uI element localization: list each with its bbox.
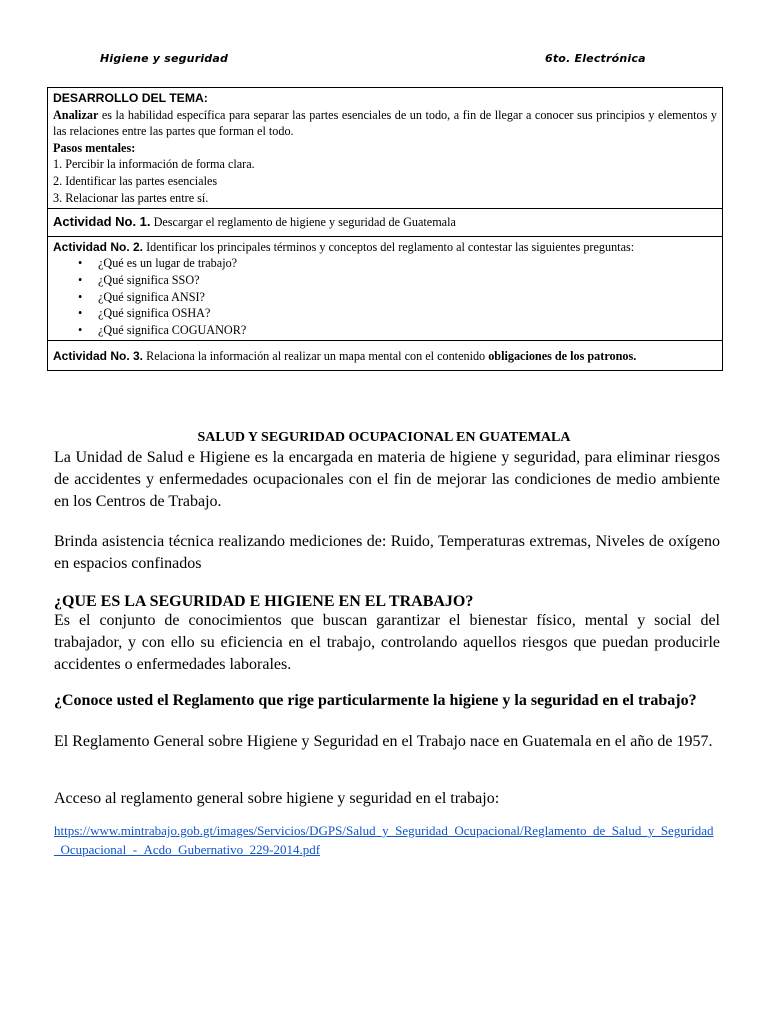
step-item: 1. Percibir la información de forma clara. bbox=[53, 157, 255, 172]
activity2-cell bbox=[48, 236, 723, 341]
steps-title: Pasos mentales: bbox=[53, 140, 136, 155]
activity3-label: Actividad No. 3. bbox=[53, 349, 144, 364]
activity3-text: Relaciona la información al realizar un mapa mental con el contenido bbox=[143, 349, 489, 364]
activity1-text: Descargar el reglamento de higiene y seguridad de Guatemala bbox=[150, 215, 456, 230]
heading-what-is-safety: ¿QUE ES LA SEGURIDAD E HIGIENE EN EL TRABAJO? bbox=[54, 593, 474, 610]
development-title: DESARROLLO DEL TEMA: bbox=[53, 91, 208, 105]
activities-table bbox=[47, 87, 723, 371]
list-item: • ¿Qué significa OSHA? bbox=[98, 305, 717, 322]
activity2-text: Identificar los principales términos y conceptos del reglamento al contestar las siguientes preguntas: bbox=[143, 239, 635, 254]
regulation-link[interactable]: https://www.mintrabajo.gob.gt/images/Servicios/DGPS/Salud_y_Seguridad_Ocupacional/Reglamento_de_Salud_y_Seguridad_Ocupacional_-_Acdo_Gubernativo_229-2014.pdf bbox=[54, 823, 714, 857]
heading-regulation-question: ¿Conoce usted el Reglamento que rige particularmente la higiene y la seguridad en el trabajo? bbox=[54, 692, 697, 709]
activity3-bold-text: obligaciones de los patronos. bbox=[488, 349, 637, 364]
paragraph-regulation-origin: El Reglamento General sobre Higiene y Seguridad en el Trabajo nace en Guatemala en el año de 1957. bbox=[54, 733, 713, 750]
activity2-label: Actividad No. 2. bbox=[53, 239, 144, 254]
activity3-row bbox=[48, 341, 723, 371]
development-row bbox=[48, 88, 723, 209]
list-item: • ¿Qué significa COGUANOR? bbox=[98, 322, 717, 339]
questions-list bbox=[53, 255, 717, 338]
header-grade: 6to. Electrónica bbox=[545, 52, 646, 65]
step-item: 2. Identificar las partes esenciales bbox=[53, 173, 218, 188]
header-subject: Higiene y seguridad bbox=[100, 52, 229, 65]
list-item: • ¿Qué significa SSO? bbox=[98, 272, 717, 289]
paragraph-definition: Es el conjunto de conocimientos que buscan garantizar el bienestar físico, mental y social del trabajador, y con ello su eficiencia en el trabajo, controlando aquellos riesgos que puedan producirle accidentes o enfermedades laborales. bbox=[54, 612, 720, 673]
activity1-row bbox=[48, 209, 723, 237]
activity1-cell bbox=[48, 209, 723, 237]
paragraph-health-unit: La Unidad de Salud e Higiene es la encargada en materia de higiene y seguridad, para eliminar riesgos de accidentes y enfermedades ocupacionales con el fin de mejorar las condiciones de medio ambiente en los Centros de Trabajo. bbox=[54, 449, 720, 510]
paragraph-technical-assistance: Brinda asistencia técnica realizando mediciones de: Ruido, Temperaturas extremas, Niveles de oxígeno en espacios confinados bbox=[54, 533, 720, 572]
paragraph-access: Acceso al reglamento general sobre higiene y seguridad en el trabajo: bbox=[54, 790, 500, 807]
analizar-definition bbox=[53, 107, 717, 140]
activity2-row bbox=[48, 236, 723, 341]
step-item: 3. Relacionar las partes entre sí. bbox=[53, 190, 209, 205]
list-item: • ¿Qué significa ANSI? bbox=[98, 289, 717, 306]
section-title: SALUD Y SEGURIDAD OCUPACIONAL EN GUATEMALA bbox=[197, 430, 571, 445]
development-cell bbox=[48, 88, 723, 209]
analizar-text: es la habilidad específica para separar las partes esenciales de un todo, a fin de llegar a conocer sus principios y elementos y las relaciones entre las partes que forman el todo. bbox=[53, 107, 717, 139]
list-item: • ¿Qué es un lugar de trabajo? bbox=[98, 255, 717, 272]
activity1-label: Actividad No. 1. bbox=[53, 214, 151, 230]
analizar-term: Analizar bbox=[53, 107, 99, 122]
activity3-cell bbox=[48, 341, 723, 371]
